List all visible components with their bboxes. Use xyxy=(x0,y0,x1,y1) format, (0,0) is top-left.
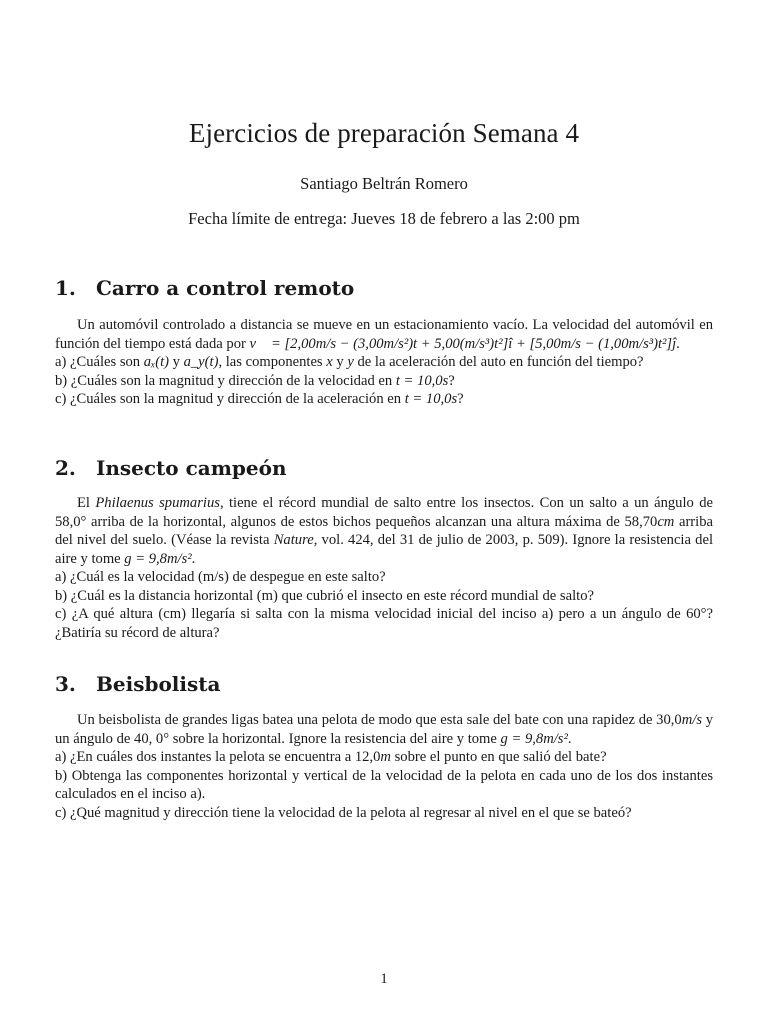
journal-name: Nature xyxy=(273,532,314,548)
math-term: x xyxy=(326,354,333,370)
question-b xyxy=(55,372,713,391)
page-number: 1 xyxy=(380,971,388,987)
section-number: 3. xyxy=(55,672,76,696)
intro-text: . xyxy=(567,730,572,747)
section-title: Carro a control remoto xyxy=(96,276,355,300)
question-text: a) ¿Cuáles son xyxy=(55,354,144,370)
math-term: a_y(t) xyxy=(183,354,219,370)
intro-text: arriba del nivel del suelo. (Véase la revista xyxy=(55,513,713,548)
author-name: Santiago Beltrán Romero xyxy=(300,174,468,193)
document-title: Ejercicios de preparación Semana 4 xyxy=(188,118,580,148)
math-term: cm xyxy=(657,513,675,530)
intro-text: Un automóvil controlado a distancia se mueve en un estacionamiento vacío. La velocidad del automóvil en función del tiempo está dada por xyxy=(55,317,713,352)
section-body-2 xyxy=(55,494,713,642)
math-term: t = 10,0s xyxy=(395,372,449,389)
math-term: g = 9,8m/s² xyxy=(500,730,568,747)
math-term: g = 9,8m/s² xyxy=(124,550,192,567)
section-intro xyxy=(55,711,713,748)
question-b: b) ¿Cuál es la distancia horizontal (m) que cubrió el insecto en este récord mundial de salto? xyxy=(55,587,594,604)
section-title: Insecto campeón xyxy=(96,456,287,480)
deadline-line: Fecha límite de entrega: Jueves 18 de febrero a las 2:00 pm xyxy=(188,209,580,228)
question-text: y xyxy=(168,354,184,370)
math-term: aₓ(t) xyxy=(143,354,169,370)
species-name: Philaenus spumarius xyxy=(95,495,220,511)
math-term: m/s xyxy=(681,712,702,728)
section-number: 1. xyxy=(55,276,76,300)
section-intro xyxy=(55,316,713,353)
question-text: b) ¿Cuáles son la magnitud y dirección de la velocidad en xyxy=(55,372,396,389)
question-c: c) ¿A qué altura (cm) llegaría si salta con la misma velocidad inicial del inciso a) pero a un ángulo de 60°? ¿Batiría su récord de altura? xyxy=(55,606,713,641)
question-a: a) ¿Cuál es la velocidad (m/s) de despegue en este salto? xyxy=(55,569,386,585)
question-text: de la aceleración del auto en función del tiempo? xyxy=(353,354,644,370)
velocity-formula: v⃗ = [2,00m/s − (3,00m/s²)t + 5,00(m/s³)t²]î + [5,00m/s − (1,00m/s³)t²]ĵ xyxy=(249,335,677,352)
question-text: a) ¿En cuáles dos instantes la pelota se encuentra a 12,0 xyxy=(55,749,381,765)
intro-text: Un beisbolista de grandes ligas batea una pelota de modo que esta sale del bate con una rapidez de 30,0 xyxy=(77,712,682,728)
question-a xyxy=(55,748,713,767)
question-c xyxy=(55,390,713,409)
math-term: m xyxy=(380,749,391,765)
question-text: ? xyxy=(457,391,464,407)
question-c: c) ¿Qué magnitud y dirección tiene la velocidad de la pelota al regresar al nivel en el que se bateó? xyxy=(55,804,632,821)
question-b: b) Obtenga las componentes horizontal y vertical de la velocidad de la pelota en cada uno de los dos instantes calculados en el inciso a). xyxy=(55,767,713,802)
question-a xyxy=(55,353,713,372)
section-title: Beisbolista xyxy=(96,672,221,696)
intro-text: , tiene el récord mundial de salto entre los insectos. Con un salto a un ángulo de 58,0° arriba de la horizontal, algunos de estos bichos pequeños alcanzan una altura máxima de 58,70 xyxy=(55,495,713,530)
section-intro xyxy=(55,494,713,568)
question-text: sobre el punto en que salió del bate? xyxy=(390,749,607,765)
section-number: 2. xyxy=(55,456,76,480)
intro-text: y un ángulo de 40, 0° sobre la horizontal. Ignore la resistencia del aire y tome xyxy=(55,712,713,747)
section-body-1 xyxy=(55,316,713,409)
math-term: y xyxy=(347,354,354,370)
section-heading-3 xyxy=(55,672,220,696)
intro-text: El xyxy=(77,495,96,511)
question-text: ? xyxy=(448,372,455,389)
math-term: t = 10,0s xyxy=(404,391,458,407)
intro-text: , vol. 424, del 31 de julio de 2003, p. 509). Ignore la resistencia del aire y tome xyxy=(55,532,713,567)
question-text: c) ¿Cuáles son la magnitud y dirección de la aceleración en xyxy=(55,391,405,407)
intro-text: . xyxy=(676,335,680,352)
section-body-3 xyxy=(55,711,713,822)
intro-text: . xyxy=(191,550,196,567)
question-text: y xyxy=(332,354,348,370)
section-heading-1 xyxy=(55,276,354,300)
section-heading-2 xyxy=(55,456,287,480)
question-text: , las componentes xyxy=(218,354,327,370)
